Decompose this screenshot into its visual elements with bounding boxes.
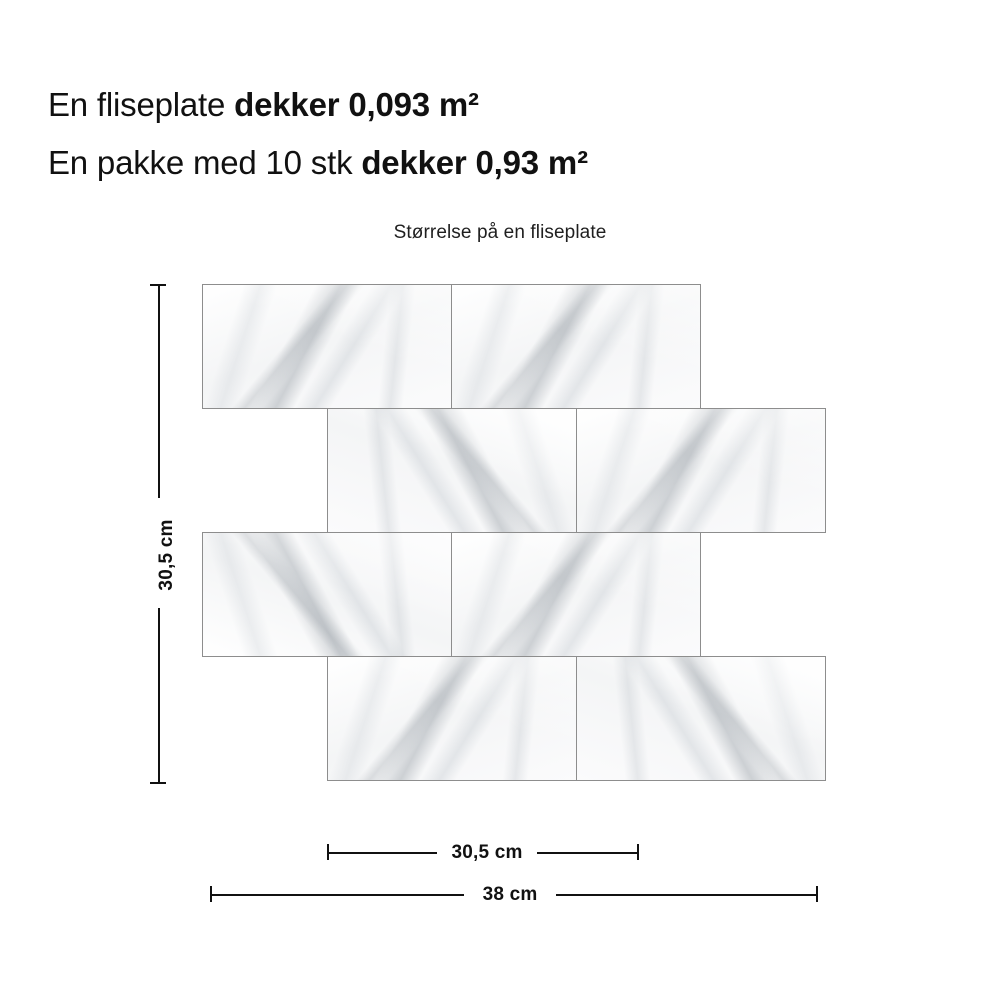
- inner-width-dimension-cap-right: [637, 844, 639, 860]
- tile: [576, 408, 826, 533]
- outer-width-dimension-cap-right: [816, 886, 818, 902]
- coverage-heading-pack-lead: En pakke med 10 stk: [48, 144, 362, 181]
- coverage-heading-pack-value: dekker 0,93 m²: [361, 144, 588, 181]
- marble-texture: [452, 285, 700, 408]
- height-dimension-cap-bottom: [150, 782, 166, 784]
- marble-texture: [203, 285, 451, 408]
- tile: [327, 656, 577, 781]
- height-dimension-label: 30,5 cm: [156, 519, 177, 591]
- coverage-heading-single-value: dekker 0,093 m²: [234, 86, 479, 123]
- tile: [202, 284, 452, 409]
- coverage-heading-single: [48, 82, 958, 129]
- marble-texture: [577, 409, 825, 532]
- inner-width-dimension-cap-left: [327, 844, 329, 860]
- marble-texture: [328, 657, 576, 780]
- tile: [327, 408, 577, 533]
- inner-width-dimension-label: 30,5 cm: [451, 842, 523, 863]
- outer-width-dimension-label: 38 cm: [482, 884, 538, 905]
- marble-texture: [328, 409, 576, 532]
- tile: [451, 532, 701, 657]
- height-dimension-cap-top: [150, 284, 166, 286]
- diagram-subtitle: Størrelse på en fliseplate: [393, 222, 607, 243]
- coverage-heading-pack: [48, 140, 958, 187]
- marble-texture: [577, 657, 825, 780]
- tile: [576, 656, 826, 781]
- tile: [202, 532, 452, 657]
- tile-mosaic: [202, 284, 814, 784]
- marble-texture: [203, 533, 451, 656]
- tile: [451, 284, 701, 409]
- outer-width-dimension-cap-left: [210, 886, 212, 902]
- marble-texture: [452, 533, 700, 656]
- coverage-heading-single-lead: En fliseplate: [48, 86, 235, 123]
